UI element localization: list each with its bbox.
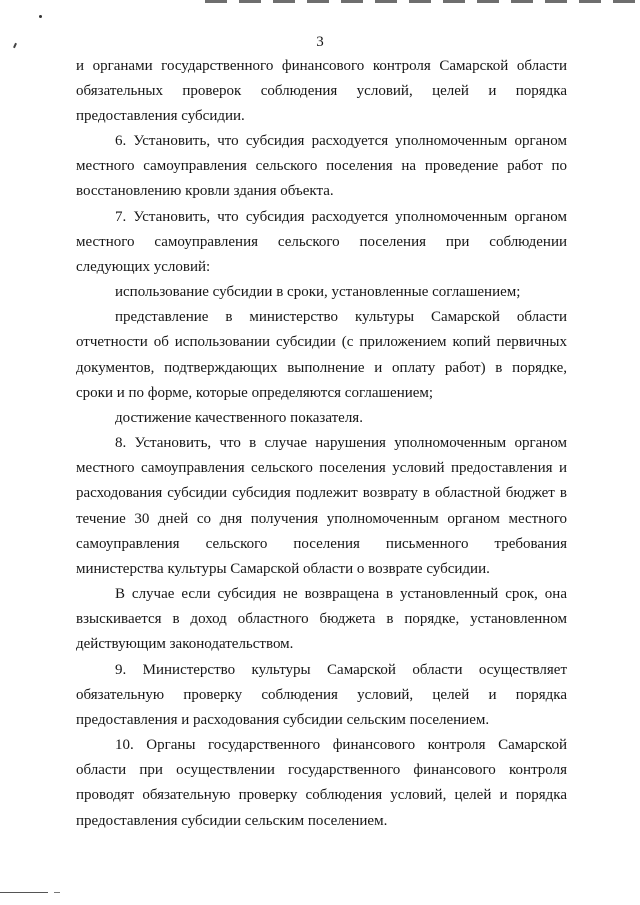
condition-paragraph-1	[76, 280, 567, 305]
text-line: расходования субсидии субсидия подлежит возврату в областной бюджет в	[76, 485, 567, 502]
paragraph-continuation	[76, 54, 567, 130]
text-line: 10. Органы государственного финансового контроля Самарской	[115, 737, 567, 754]
text-line: предоставления субсидии сельским поселением.	[76, 812, 388, 829]
text-line: предоставления и расходования субсидии сельским поселением.	[76, 711, 490, 728]
text-line: сроки и по форме, которые определяются соглашением;	[76, 384, 434, 401]
text-line: следующих условий:	[76, 258, 211, 275]
text-line: взыскивается в доход областного бюджета в порядке, установленном	[76, 611, 567, 628]
text-line: 8. Установить, что в случае нарушения уполномоченным органом	[115, 435, 567, 452]
scan-bottom-line-mark	[0, 892, 48, 893]
text-line: проводят обязательную проверку соблюдения условий, целей и порядка	[76, 787, 567, 804]
text-line: обязательных проверок соблюдения условий, целей и порядка	[76, 82, 567, 99]
text-line: восстановлению кровли здания объекта.	[76, 183, 334, 200]
text-line: представление в министерство культуры Самарской области	[115, 309, 567, 326]
text-line: предоставления субсидии.	[76, 107, 245, 124]
text-line: области при осуществлении государственного финансового контроля	[76, 762, 567, 779]
text-line: местного самоуправления сельского поселения при соблюдении	[76, 233, 567, 250]
text-line: самоуправления сельского поселения письменного требования	[76, 535, 567, 552]
scan-top-edge-mark	[205, 0, 640, 3]
paragraph-item-10	[76, 733, 567, 834]
paragraph-item-7	[76, 205, 567, 281]
text-line: течение 30 дней со дня получения уполномоченным органом местного	[76, 510, 567, 527]
document-body	[76, 54, 567, 834]
scan-bottom-dash-mark	[54, 892, 60, 893]
paragraph-item-9	[76, 658, 567, 734]
paragraph-item-6	[76, 129, 567, 205]
text-line: В случае если субсидия не возвращена в установленный срок, она	[115, 586, 567, 603]
paragraph-refund	[76, 582, 567, 658]
text-line: документов, подтверждающих выполнение и оплату работ) в порядке,	[76, 359, 567, 376]
paragraph-item-8	[76, 431, 567, 582]
text-line: 6. Установить, что субсидия расходуется уполномоченным органом	[115, 133, 567, 150]
condition-paragraph-2	[76, 305, 567, 406]
scan-dot-mark	[39, 15, 42, 18]
text-line: местного самоуправления сельского поселения условий предоставления и	[76, 460, 567, 477]
text-line: достижение качественного показателя.	[115, 409, 363, 426]
text-line: 9. Министерство культуры Самарской области осуществляет	[115, 661, 567, 678]
text-line: министерства культуры Самарской области о возврате субсидии.	[76, 560, 490, 577]
condition-paragraph-3	[76, 406, 567, 431]
page-number: 3	[316, 34, 324, 50]
text-line: обязательную проверку соблюдения условий, целей и порядка	[76, 686, 567, 703]
text-line: действующим законодательством.	[76, 636, 294, 653]
text-line: и органами государственного финансового контроля Самарской области	[76, 57, 567, 74]
text-line: местного самоуправления сельского поселения на проведение работ по	[76, 158, 567, 175]
scan-tick-mark	[13, 43, 17, 48]
text-line: использование субсидии в сроки, установленные соглашением;	[115, 284, 521, 301]
text-line: отчетности об использовании субсидии (с приложением копий первичных	[76, 334, 567, 351]
text-line: 7. Установить, что субсидия расходуется уполномоченным органом	[115, 208, 567, 225]
